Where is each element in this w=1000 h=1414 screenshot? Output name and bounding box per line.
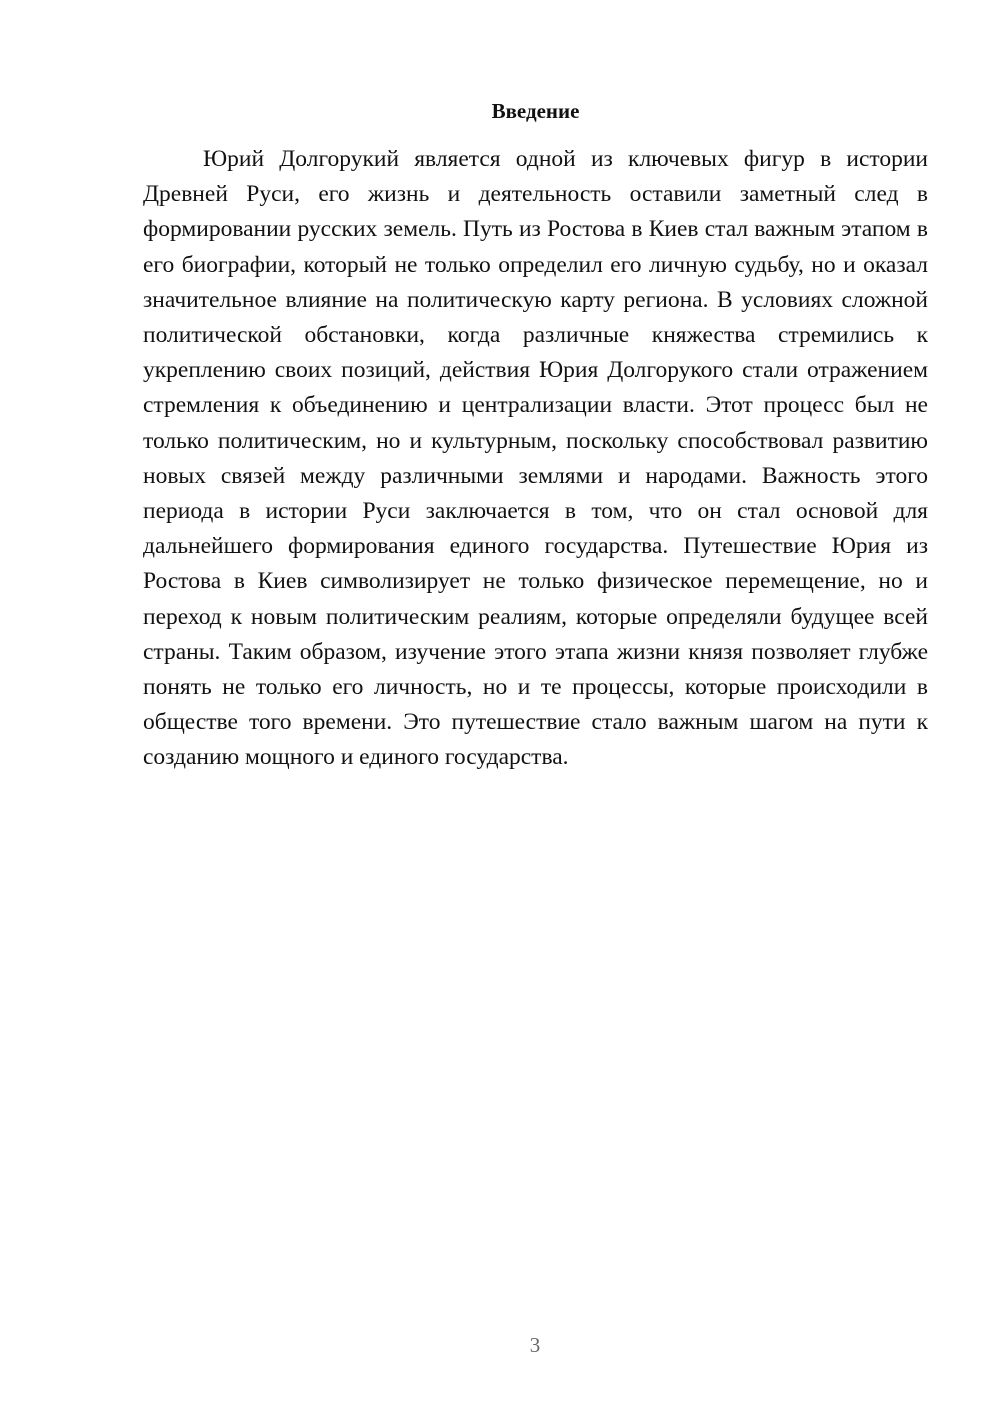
body-paragraph: Юрий Долгорукий является одной из ключевых фигур в истории Древней Руси, его жизнь и деятельность оставили заметный след в формировании русских земель. Путь из Ростова в Киев стал важным этапом в его биографии, который не только определил его личную судьбу, но и оказал значительное влияние на политическую карту региона. В условиях сложной политической обстановки, когда различные княжества стремились к укреплению своих позиций, действия Юрия Долгорукого стали отражением стремления к объединению и централизации власти. Этот процесс был не только политическим, но и культурным, поскольку способствовал развитию новых связей между различными землями и народами. Важность этого периода в истории Руси заключается в том, что он стал основой для дальнейшего формирования единого государства. Путешествие Юрия из Ростова в Киев символизирует не только физическое перемещение, но и переход к новым политическим реалиям, которые определяли будущее всей страны. Таким образом, изучение этого этапа жизни князя позволяет глубже понять не только его личность, но и те процессы, которые происходили в обществе того времени. Это путешествие стало важным шагом на пути к созданию мощного и единого государства. xyxy=(143,146,928,771)
page-number: 3 xyxy=(529,1333,541,1357)
section-heading: Введение xyxy=(491,99,580,123)
